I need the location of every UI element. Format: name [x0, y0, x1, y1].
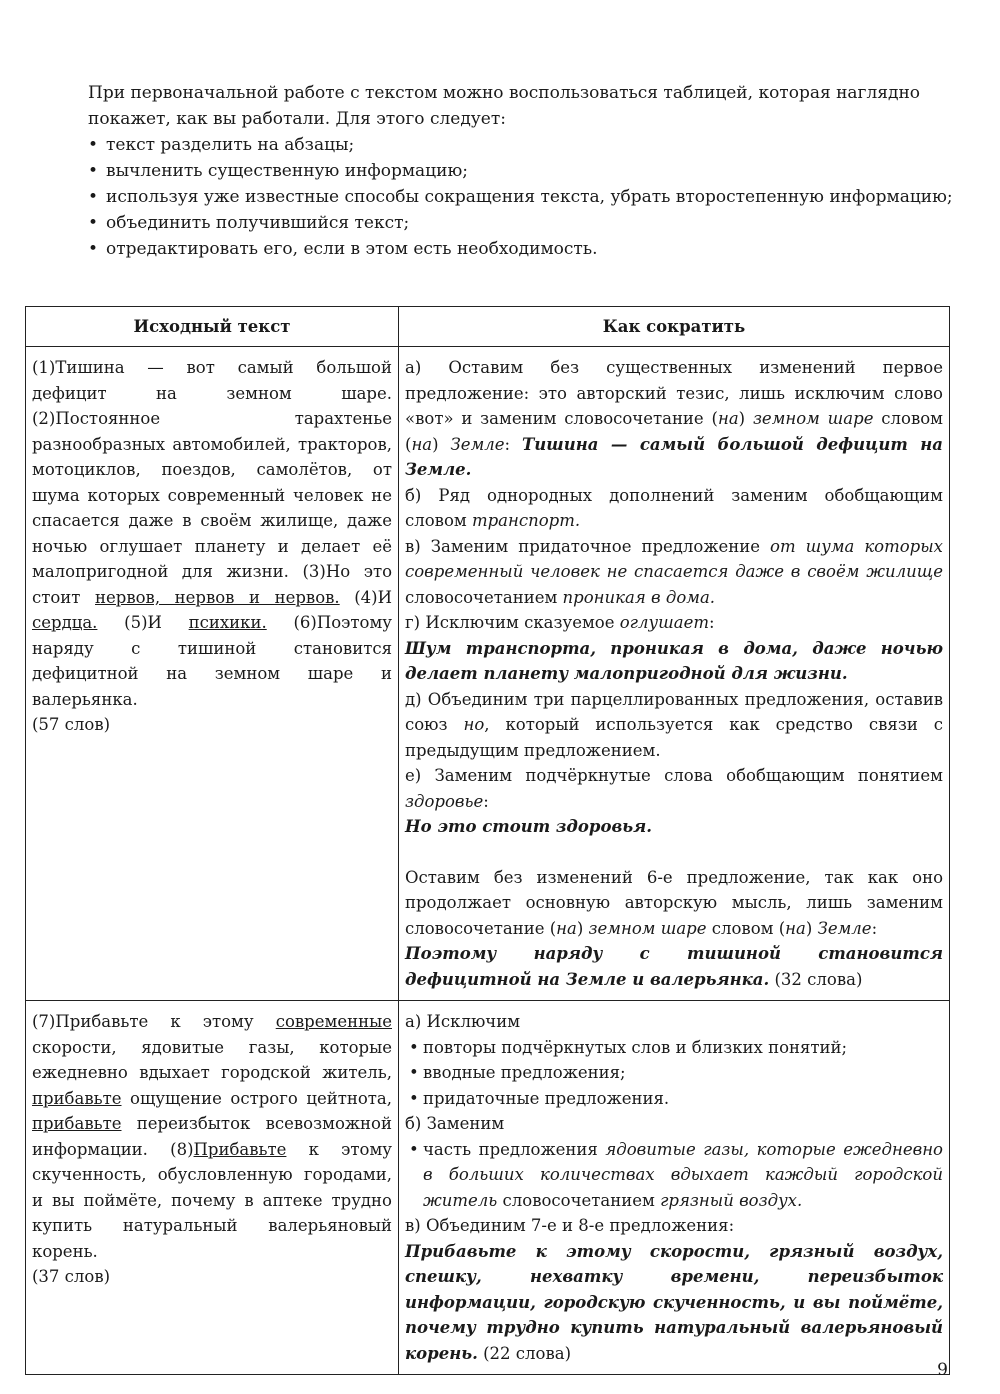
text: ): [576, 918, 589, 938]
step-e: [405, 763, 943, 814]
text: транспорт.: [471, 511, 581, 530]
text: переизбыток всевозможной информации.: [32, 1114, 392, 1159]
text: :: [871, 918, 878, 938]
list-item: • объединить получившийся текст;: [88, 210, 953, 236]
result-text: Прибавьте к этому скорости, грязный воздух, спешку, нехватку времени, переизбыток информации, городскую скученность, и вы поймёте, почему трудно купить натуральный валерьяновый корень.: [405, 1241, 943, 1363]
row2-howto: [399, 1001, 950, 1375]
text: :: [708, 613, 715, 632]
text: (8): [170, 1139, 194, 1159]
text: на: [556, 918, 577, 938]
underlined-text: современные: [275, 1012, 392, 1031]
table-header-row: [26, 307, 950, 347]
text: д) Объединим три парцеллированных предложения, оставив союз: [405, 689, 943, 734]
text: Земле: [817, 918, 872, 938]
final-line: [405, 941, 943, 992]
text: словосочетанием: [497, 1190, 661, 1210]
word-count: (22 слова): [477, 1343, 572, 1363]
sentence: (6)Поэтому наряду с тишиной становится дефицитной на земном шаре и валерьянка.: [32, 613, 392, 709]
step-d: [405, 687, 943, 764]
text: г) Исключим сказуемое: [405, 613, 620, 632]
text: ощущение острого цейтнота,: [121, 1088, 392, 1108]
text: Оставим без изменений 6-е предложение, так как оно продолжает основную авторскую мысль, лишь заменим словосочетание (: [405, 867, 943, 938]
list-item: • используя уже известные способы сокращения текста, убрать второстепенную информацию;: [88, 184, 953, 210]
sentence: (5)И: [97, 613, 189, 632]
spacer: [405, 840, 943, 865]
text: е) Заменим подчёркнутые слова обобщающим понятием: [405, 766, 943, 785]
text: на: [785, 918, 806, 938]
text: , который используется как средство связи с предыдущим предложением.: [405, 715, 943, 760]
step-a: [405, 355, 943, 483]
result-text: Поэтому наряду с тишиной становится дефицитной на Земле и валерьянка.: [405, 944, 943, 989]
list-item: • текст разделить на абзацы;: [88, 132, 953, 158]
header-source: Исходный текст: [26, 307, 399, 347]
sentence: (3)Но это стоит: [32, 562, 393, 607]
compression-table: [25, 306, 950, 1375]
table-row: [26, 347, 950, 1001]
text: ядовитые газы, которые ежедневно в больших количествах вдыхает каждый городской житель: [423, 1139, 943, 1210]
sentence: (4)И: [339, 587, 392, 607]
text: словом (: [706, 918, 786, 938]
list-item: • вычленить существенную информацию;: [88, 158, 953, 184]
text: а) Оставим без существенных изменений первое предложение: это авторский тезис, лишь исключим слово «вот» и заменим словосочетание (: [405, 358, 943, 428]
text: ): [432, 434, 451, 454]
step-a: а) Исключим: [405, 1012, 521, 1031]
underlined-text: Прибавьте: [193, 1139, 287, 1159]
text: (7)Прибавьте к этому: [32, 1012, 276, 1031]
result-text: Тишина — самый большой дефицит на Земле.: [405, 434, 943, 479]
underlined-text: сердца.: [32, 613, 98, 632]
list-item: • повторы подчёркнутых слов и близких понятий;: [405, 1035, 943, 1061]
final-line: [405, 1239, 943, 1367]
text: в) Заменим придаточное предложение: [405, 536, 771, 556]
step-f: [405, 865, 943, 942]
underlined-text: нервов, нервов и нервов.: [95, 587, 340, 607]
result-text: Шум транспорта, проникая в дома, даже ночью делает планету малопригодной для жизни.: [405, 638, 943, 683]
text: оглушает: [619, 613, 709, 632]
text: ): [738, 409, 753, 428]
step-g: [405, 610, 943, 636]
text: ): [805, 918, 818, 938]
list-item: • отредактировать его, если в этом есть необходимость.: [88, 236, 953, 262]
text: на: [717, 409, 739, 428]
text: скорости, ядовитые газы, которые ежедневно вдыхает городской житель,: [32, 1037, 392, 1082]
row1-source: [26, 347, 399, 1001]
text: словосочетанием: [405, 587, 563, 607]
intro-bullets: [88, 132, 953, 262]
text: :: [483, 791, 489, 811]
row2-source: [26, 1001, 399, 1375]
text: :: [504, 434, 523, 454]
result-text: Но это стоит здоровья.: [405, 817, 653, 836]
text: здоровье: [405, 791, 484, 811]
text: от шума которых современный человек не спасается даже в своём жилище: [405, 536, 943, 581]
word-count: (37 слов): [32, 1267, 111, 1286]
underlined-text: психики.: [188, 613, 267, 632]
page-number: 9: [937, 1360, 948, 1380]
text: часть предложения: [423, 1139, 606, 1159]
text: к этому скученность, обусловленную городами, и вы поймёте, почему в аптеке трудно купить натуральный валерьяновый корень.: [32, 1139, 392, 1261]
word-count: (32 слова): [769, 969, 863, 989]
list-item: • вводные предложения;: [405, 1060, 943, 1086]
text: словом (: [405, 409, 944, 454]
intro-paragraph: При первоначальной работе с текстом можно воспользоваться таблицей, которая наглядно покажет, как вы работали. Для этого следует:: [88, 83, 921, 129]
word-count: (57 слов): [32, 715, 111, 734]
step-v: в) Объединим 7-е и 8-е предложения:: [405, 1216, 735, 1235]
sentence: (1)Тишина — вот самый большой дефицит на земном шаре.: [32, 358, 392, 403]
step-b: б) Заменим: [405, 1114, 505, 1133]
header-howto: Как сократить: [399, 307, 950, 347]
underlined-text: прибавьте: [32, 1114, 122, 1133]
text: земном шаре: [588, 918, 707, 938]
step-v: [405, 534, 943, 611]
text: проникая в дома.: [562, 587, 716, 607]
step-b: [405, 483, 943, 534]
text: б) Ряд однородных дополнений заменим обобщающим словом: [405, 485, 943, 530]
text: земном шаре: [752, 409, 874, 428]
list-item: [405, 1137, 943, 1214]
underlined-text: прибавьте: [32, 1088, 122, 1108]
text: на: [411, 434, 433, 454]
text: Земле: [450, 434, 505, 454]
text: но: [463, 715, 485, 734]
text: грязный воздух.: [660, 1190, 803, 1210]
intro: [88, 80, 953, 262]
list-item: • придаточные предложения.: [405, 1086, 943, 1112]
sentence: (2)Постоянное тарахтенье разнообразных автомобилей, тракторов, мотоциклов, поездов, самолётов, от шума которых современный человек не спасается даже в своём жилище, даже ночью оглушает планету и делает её малопригодной для жизни.: [32, 409, 392, 581]
table-row: [26, 1001, 950, 1375]
row1-howto: [399, 347, 950, 1001]
